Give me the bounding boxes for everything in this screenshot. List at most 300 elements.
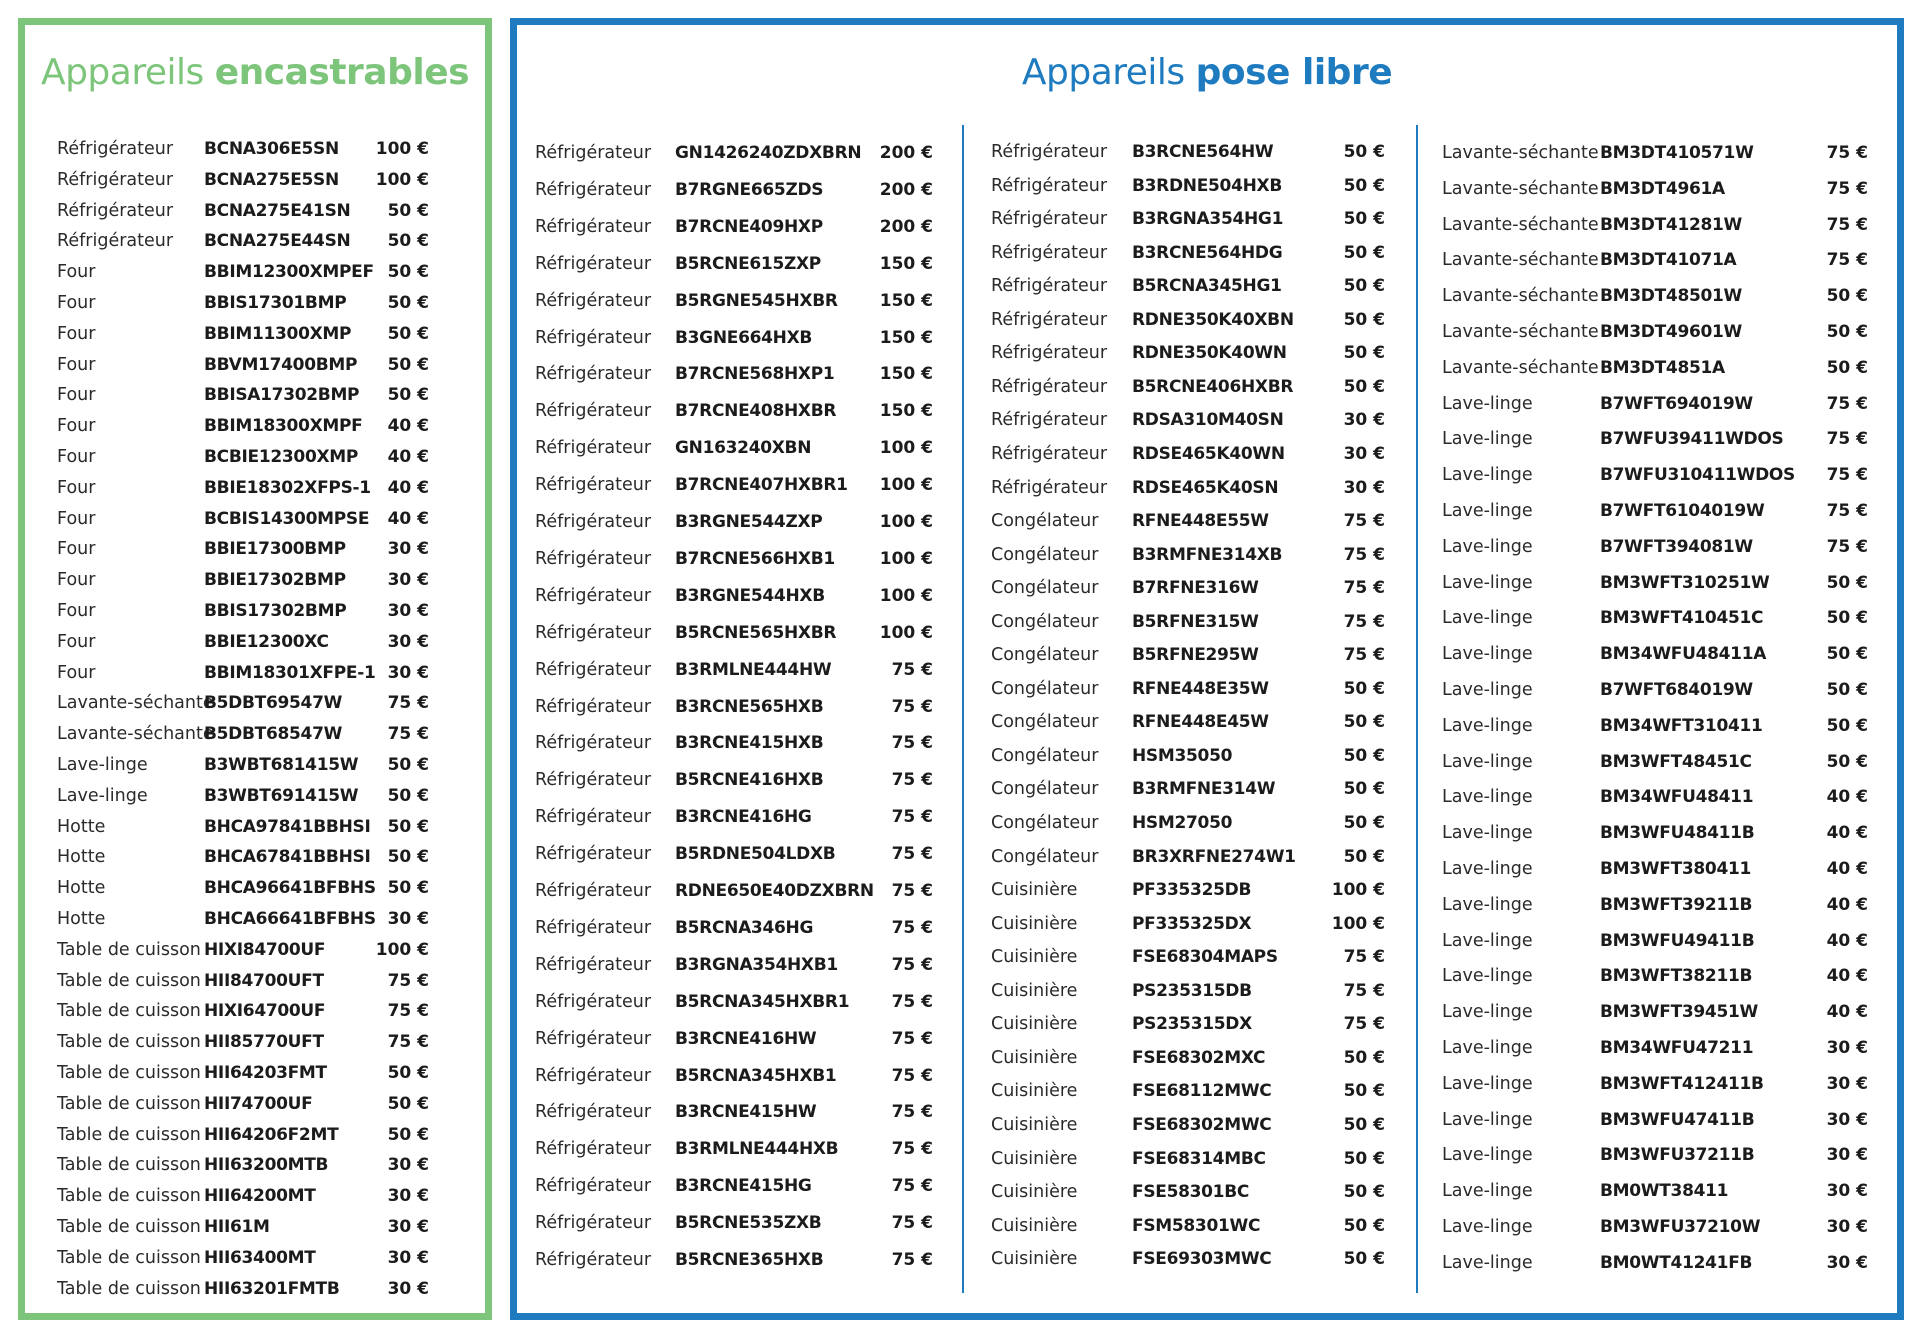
product-price: 30 € [387,1278,429,1299]
product-price: 50 € [1343,1081,1385,1102]
product-row [991,781,1387,803]
product-category: Réfrigérateur [535,991,652,1012]
product-category: Congélateur [991,846,1099,867]
product-model: B3RMLNE444HXB [675,1139,839,1160]
product-category: Réfrigérateur [535,548,652,569]
product-model: BM3DT4851A [1600,357,1725,378]
product-row [535,514,935,536]
product-category: Congélateur [991,544,1099,565]
product-row [57,354,431,379]
product-price: 75 € [891,1213,933,1234]
product-model: BM3WFU49411B [1600,930,1755,951]
product-category: Réfrigérateur [535,1028,652,1049]
product-price: 50 € [1343,813,1385,833]
product-row [57,939,431,964]
product-price: 200 € [879,216,933,237]
product-category: Lave-linge [1442,429,1533,450]
product-row [535,179,935,204]
product-category: Four [57,262,96,283]
product-price: 50 € [1826,715,1868,736]
pose-libre-heading [517,52,1897,93]
product-category: Four [57,416,96,437]
product-category: Réfrigérateur [535,696,652,717]
product-price: 50 € [1826,572,1868,593]
product-model: B5RCNE416HXB [675,770,824,791]
product-price: 40 € [387,447,429,467]
product-price: 75 € [891,991,933,1012]
product-model: B7RCNE566HXB1 [675,548,835,569]
product-price: 100 € [879,438,933,459]
product-category: Lave-linge [1442,608,1533,629]
product-category: Réfrigérateur [991,309,1108,330]
product-row [57,1034,431,1056]
product-model: BHCA66641BFBHS [204,909,376,929]
product-row [991,376,1387,401]
product-price: 30 € [1826,1038,1868,1058]
product-model: BM3DT41071A [1600,250,1737,271]
product-price: 30 € [387,601,429,621]
product-model: BCNA275E41SN [204,200,351,221]
product-price: 30 € [387,631,429,652]
product-row [1442,1252,1870,1277]
product-model: B7RCNE409HXP [675,216,823,237]
product-category: Lave-linge [1442,715,1533,736]
product-model: BM3WFU37211B [1600,1145,1755,1166]
product-model: RDNE650E40DZXBRN [675,881,874,901]
product-model: B3RCNE416HW [675,1028,817,1049]
product-model: B5DBT68547W [204,724,343,745]
product-row [991,745,1387,770]
product-row [535,772,935,794]
product-category: Lave-linge [57,785,148,806]
product-model: BM3DT41281W [1600,214,1743,235]
product-price: 75 € [1343,578,1385,599]
product-price: 75 € [891,917,933,938]
product-category: Réfrigérateur [535,622,652,643]
product-model: BBIS17301BMP [204,293,347,313]
product-category: Table de cuisson [57,1155,201,1176]
product-category: Four [57,508,96,529]
product-row [57,1247,431,1272]
product-category: Congélateur [991,678,1099,699]
product-category: Réfrigérateur [535,438,652,459]
product-price: 75 € [1826,429,1868,450]
product-model: BM3DT410571W [1600,143,1754,163]
product-row [1442,467,1870,489]
product-row [1442,324,1870,346]
product-row [535,403,935,425]
product-category: Four [57,601,96,621]
product-category: Four [57,662,96,683]
product-category: Lave-linge [1442,1217,1533,1237]
product-category: Réfrigérateur [535,1139,652,1160]
product-row [57,508,431,533]
product-model: BBIE12300XC [204,631,329,652]
product-model: HII63400MT [204,1247,316,1268]
product-model: FSE68314MBC [1132,1148,1266,1169]
product-price: 50 € [387,847,429,868]
product-row [535,1252,935,1274]
product-row [991,144,1387,166]
product-model: HII64206F2MT [204,1124,339,1145]
product-category: Réfrigérateur [991,376,1108,397]
product-row [57,695,431,717]
product-model: BM3WFT410451C [1600,608,1764,629]
product-model: BM34WFU47211 [1600,1038,1754,1058]
product-price: 50 € [387,785,429,806]
product-model: FSE58301BC [1132,1182,1250,1203]
product-category: Four [57,293,96,313]
product-category: Four [57,354,96,375]
product-row [535,954,935,979]
product-category: Table de cuisson [57,939,201,960]
product-row [57,1003,431,1025]
product-category: Lave-linge [1442,536,1533,557]
product-price: 50 € [387,1063,429,1083]
product-category: Congélateur [991,578,1099,599]
product-model: BCNA275E44SN [204,231,351,252]
product-row [991,647,1387,669]
encastrables-heading-light: Appareils [40,52,215,93]
product-price: 75 € [1826,465,1868,486]
product-category: Réfrigérateur [535,401,652,422]
product-price: 150 € [879,290,933,311]
product-category: Hotte [57,909,106,929]
product-model: B5RCNE365HXB [675,1250,824,1270]
product-price: 40 € [1826,930,1868,951]
product-model: B7RCNE407HXBR1 [675,475,848,496]
product-price: 100 € [879,475,933,496]
product-model: B3RCNE564HW [1132,142,1274,162]
product-price: 50 € [387,293,429,313]
product-row [1442,789,1870,811]
product-row [57,603,431,625]
product-model: HIXI84700UF [204,939,326,960]
product-price: 40 € [387,477,429,498]
product-category: Lavante-séchante [1442,143,1599,163]
product-row [57,1124,431,1149]
product-price: 30 € [1343,443,1385,464]
product-row [1442,682,1870,704]
product-price: 200 € [879,179,933,200]
product-model: B3WBT681415W [204,755,359,775]
product-row [57,1065,431,1087]
product-category: Réfrigérateur [535,733,652,754]
product-model: BM0WT41241FB [1600,1252,1753,1273]
product-model: HII63200MTB [204,1155,329,1176]
product-model: HII84700UFT [204,970,324,991]
product-category: Lave-linge [1442,393,1533,414]
product-price: 75 € [891,844,933,865]
product-model: BM3DT48501W [1600,286,1743,307]
product-category: Cuisinière [991,1081,1078,1102]
product-category: Réfrigérateur [535,1176,652,1197]
product-row [991,913,1387,938]
product-price: 150 € [879,364,933,385]
product-row [1442,1004,1870,1026]
product-model: B5RFNE295W [1132,645,1259,666]
product-price: 75 € [891,1139,933,1160]
product-model: RDNE350K40XBN [1132,309,1294,330]
product-model: B5DBT69547W [204,693,343,714]
product-row [535,585,935,610]
product-category: Réfrigérateur [535,475,652,496]
product-price: 50 € [387,1124,429,1145]
product-row [991,345,1387,367]
product-model: B5RGNE545HXBR [675,290,838,311]
product-price: 75 € [1343,947,1385,968]
product-row [535,991,935,1016]
product-price: 100 € [879,512,933,532]
product-category: Cuisinière [991,1148,1078,1169]
product-model: B3RCNE564HDG [1132,242,1283,263]
product-model: RFNE448E35W [1132,678,1269,699]
product-price: 50 € [1343,779,1385,800]
product-row [57,911,431,933]
product-row [1442,431,1870,453]
product-row [535,735,935,757]
product-category: Réfrigérateur [535,1213,652,1234]
product-model: BBIS17302BMP [204,601,347,621]
product-model: BM34WFT310411 [1600,715,1763,736]
product-category: Lave-linge [1442,1252,1533,1273]
product-category: Hotte [57,847,106,868]
product-price: 100 € [375,139,429,159]
product-category: Congélateur [991,712,1099,733]
product-category: Lave-linge [1442,787,1533,808]
product-model: B3RCNE415HW [675,1102,817,1123]
product-model: B7WFT394081W [1600,536,1753,557]
product-model: BM3WFT380411 [1600,859,1752,879]
product-category: Lave-linge [57,755,148,775]
product-price: 50 € [387,1093,429,1114]
product-category: Lave-linge [1442,894,1533,915]
product-price: 75 € [387,1032,429,1053]
product-price: 30 € [387,909,429,929]
product-price: 50 € [1343,846,1385,867]
product-row [991,1184,1387,1206]
product-price: 75 € [891,1028,933,1049]
product-row [535,917,935,942]
product-row [1442,145,1870,167]
product-row [535,846,935,868]
product-row [535,809,935,831]
product-model: B7WFU310411WDOS [1600,465,1795,486]
product-price: 50 € [1343,142,1385,162]
product-row [57,477,431,502]
product-model: BBISA17302BMP [204,385,360,406]
product-model: BCNA306E5SN [204,139,339,159]
product-price: 100 € [879,548,933,569]
product-row [991,1251,1387,1273]
product-model: BM3WFU37210W [1600,1217,1761,1237]
product-row [57,631,431,656]
product-row [991,1016,1387,1038]
product-price: 50 € [1826,644,1868,665]
product-category: Table de cuisson [57,1247,201,1268]
product-category: Cuisinière [991,1249,1078,1270]
product-category: Lave-linge [1442,1109,1533,1130]
product-model: B7RCNE568HXP1 [675,364,835,385]
product-row [57,541,431,563]
product-row [991,1148,1387,1173]
product-price: 30 € [1826,1073,1868,1094]
pose-libre-heading-bold: pose libre [1195,52,1393,93]
product-category: Congélateur [991,645,1099,666]
product-category: Four [57,477,96,498]
product-row [535,477,935,499]
product-row [57,970,431,995]
product-category: Lave-linge [1442,1145,1533,1166]
product-price: 30 € [1826,1109,1868,1130]
product-model: HII63201FMTB [204,1278,340,1299]
product-row [57,572,431,594]
product-model: FSE68112MWC [1132,1081,1272,1102]
product-row [57,880,431,902]
product-row [535,548,935,573]
product-price: 50 € [1343,678,1385,699]
product-row [535,622,935,647]
product-row [57,141,431,163]
product-model: B3RCNE565HXB [675,696,824,717]
product-row [1442,968,1870,990]
product-price: 75 € [1343,544,1385,565]
product-row [535,1104,935,1126]
product-category: Congélateur [991,745,1099,766]
product-row [57,169,431,194]
product-price: 30 € [1343,410,1385,431]
product-row [1442,1040,1870,1062]
product-row [57,726,431,748]
product-price: 50 € [387,354,429,375]
product-row [57,1188,431,1210]
encastrables-panel [18,18,492,1320]
product-row [1442,288,1870,310]
product-row [1442,751,1870,776]
product-category: Réfrigérateur [991,410,1108,431]
product-model: B7WFU39411WDOS [1600,429,1784,450]
product-category: Réfrigérateur [991,443,1108,464]
product-price: 40 € [387,416,429,437]
product-price: 30 € [1343,477,1385,498]
encastrables-heading-bold: encastrables [214,52,470,93]
product-category: Hotte [57,816,106,837]
product-row [991,211,1387,233]
product-category: Réfrigérateur [535,917,652,938]
product-category: Table de cuisson [57,1186,201,1207]
product-price: 50 € [1826,357,1868,378]
product-price: 75 € [1826,536,1868,557]
product-model: BBIE18302XFPS-1 [204,477,371,498]
product-category: Four [57,323,96,344]
product-category: Réfrigérateur [535,364,652,385]
product-price: 50 € [1343,1148,1385,1169]
product-row [991,1047,1387,1072]
product-category: Cuisinière [991,1047,1078,1068]
product-price: 200 € [879,143,933,163]
product-category: Réfrigérateur [535,954,652,975]
product-row [535,1178,935,1200]
product-row [991,678,1387,703]
product-row [535,440,935,462]
product-row [57,816,431,841]
product-price: 50 € [1826,751,1868,772]
product-model: FSE68304MAPS [1132,947,1278,968]
product-row [535,696,935,721]
product-model: B5RDNE504LDXB [675,844,836,865]
product-category: Lave-linge [1442,859,1533,879]
product-row [991,513,1387,535]
product-category: Lave-linge [1442,1073,1533,1094]
product-row [57,1157,431,1179]
product-model: HII61M [204,1217,270,1237]
product-model: B3RMFNE314W [1132,779,1276,800]
product-row [57,449,431,471]
product-model: BCBIS14300MPSE [204,508,370,529]
product-category: Cuisinière [991,1114,1078,1135]
product-model: HII64203FMT [204,1063,327,1083]
product-row [1442,825,1870,847]
product-row [57,757,431,779]
product-price: 50 € [1343,242,1385,263]
product-category: Table de cuisson [57,1001,201,1022]
product-row [991,580,1387,602]
product-row [535,659,935,684]
product-row [57,1093,431,1118]
product-category: Lave-linge [1442,501,1533,521]
product-price: 50 € [387,200,429,221]
product-category: Lave-linge [1442,572,1533,593]
product-model: B5RCNA346HG [675,917,814,938]
pose-libre-heading-light: Appareils [1021,52,1196,93]
product-price: 75 € [891,659,933,680]
product-price: 150 € [879,253,933,274]
product-category: Réfrigérateur [535,512,652,532]
product-price: 75 € [387,724,429,745]
product-row [1442,930,1870,955]
product-price: 50 € [1826,286,1868,307]
product-price: 75 € [1826,250,1868,271]
product-model: BBIE17300BMP [204,539,346,560]
product-row [1442,252,1870,274]
product-price: 100 € [879,585,933,606]
product-category: Réfrigérateur [991,209,1108,230]
product-price: 75 € [387,1001,429,1022]
product-price: 50 € [387,231,429,252]
product-category: Lave-linge [1442,1181,1533,1202]
product-category: Four [57,539,96,560]
product-category: Lavante-séchante [1442,250,1599,271]
product-model: RDSE465K40SN [1132,477,1279,498]
product-price: 100 € [375,939,429,960]
product-row [991,477,1387,502]
product-row [991,882,1387,904]
product-price: 75 € [1343,645,1385,666]
product-category: Four [57,447,96,467]
product-price: 30 € [1826,1145,1868,1166]
product-price: 75 € [1343,1014,1385,1035]
product-price: 50 € [1343,1182,1385,1203]
product-category: Cuisinière [991,913,1078,934]
product-row [991,611,1387,636]
product-row [57,785,431,810]
product-price: 75 € [891,770,933,791]
product-row [535,253,935,278]
product-price: 50 € [1343,745,1385,766]
product-category: Table de cuisson [57,970,201,991]
product-row [1442,214,1870,239]
product-model: HII74700UF [204,1093,313,1114]
